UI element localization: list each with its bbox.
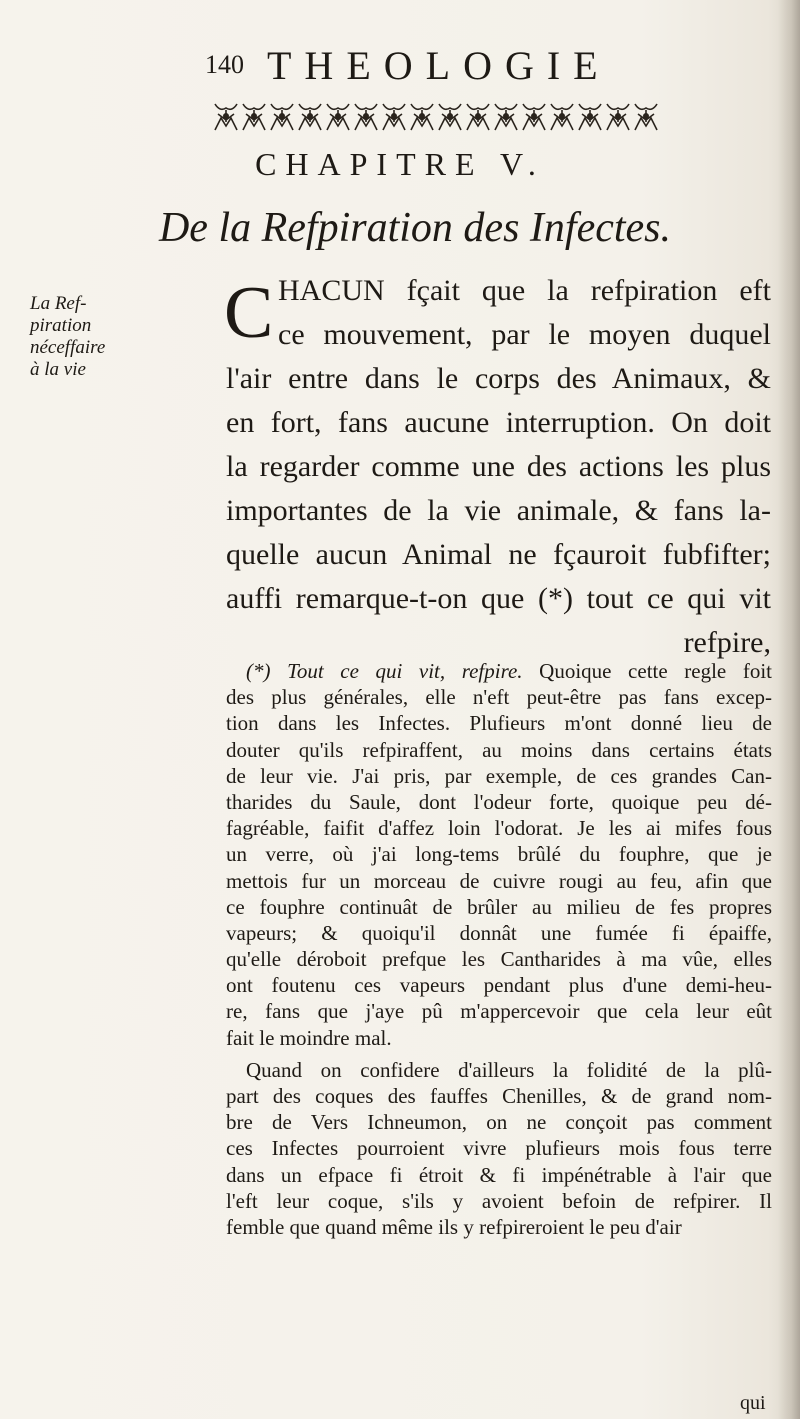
text-line: en fort, fans aucune interruption. On doit <box>226 406 771 439</box>
text-line: ce mouvement, par le moyen duquel <box>278 318 771 351</box>
fleuron-ornament <box>579 104 601 130</box>
fleuron-ornament <box>551 104 573 130</box>
footnote-line: Quand on confidere d'ailleurs la folidité de la plû- <box>246 1057 772 1082</box>
fleuron-ornament <box>243 104 265 130</box>
footnote-line: mettois fur un morceau de cuivre rougi au feu, afin que <box>226 868 772 893</box>
footnote-line: des plus générales, elle n'eft peut-être pas fans excep- <box>226 685 772 710</box>
fleuron-ornament <box>495 104 517 130</box>
fleuron-ornament <box>383 104 405 130</box>
footnote-line: ce fouphre continuât de brûler au milieu de fes propres <box>226 894 772 919</box>
fleuron-ornament <box>635 104 657 130</box>
fleuron-ornament <box>439 104 461 130</box>
fleuron-ornament <box>523 104 545 130</box>
text-line: quelle aucun Animal ne fçauroit fubfifter; <box>226 538 771 571</box>
footnote-line: ont foutenu ces vapeurs pendant plus d'une demi-heu- <box>226 973 772 998</box>
ornament-band <box>212 100 660 134</box>
chapter-title: CHAPITRE V. <box>255 146 545 182</box>
text-line: importantes de la vie animale, & fans la- <box>226 494 771 527</box>
margin-note <box>30 293 110 381</box>
footnote-text: Quoique cette regle foit <box>539 659 772 683</box>
text-line: la regarder comme une des actions les plus <box>226 450 771 483</box>
drop-initial: C <box>224 272 274 354</box>
footnote-line: femble que quand même ils y refpireroient le peu d'air <box>226 1214 682 1239</box>
page-number: 140 <box>205 50 244 79</box>
margin-note-line: La Ref- <box>30 293 87 314</box>
footnote-line: qu'elle déroboit prefque les Cantharides à ma vûe, elles <box>226 947 772 972</box>
catchword: qui <box>740 1392 766 1414</box>
footnote-line: douter qu'ils refpiraffent, au moins dans certains états <box>226 737 772 762</box>
footnote-line: un verre, où j'ai long-tems brûlé du fouphre, que je <box>226 842 772 867</box>
footnote-line: re, fans que j'aye pû m'appercevoir que cela leur eût <box>226 999 772 1024</box>
footnote-line: bre de Vers Ichneumon, on ne conçoit pas comment <box>226 1110 772 1135</box>
footnote-line: fagréable, faifit d'affez loin l'odorat. Je les ai mifes fous <box>226 816 772 841</box>
main-text <box>226 269 771 665</box>
text-line: refpire, <box>683 626 771 659</box>
fleuron-ornament <box>355 104 377 130</box>
fleuron-ornament <box>299 104 321 130</box>
chapter-subtitle: De la Refpiration des Infectes. <box>158 205 672 251</box>
footnote-line: part des coques des fauffes Chenilles, & de grand nom- <box>226 1084 772 1108</box>
footnote-line-first <box>226 658 772 684</box>
footnote-marker: (*) Tout ce qui vit, refpire. <box>246 659 523 683</box>
footnote-line: tion dans les Infectes. Plufieurs m'ont donné lieu de <box>226 711 772 736</box>
footnote-line: de leur vie. J'ai pris, par exemple, de ces grandes Can- <box>226 763 772 788</box>
footnote-line: fait le moindre mal. <box>226 1025 392 1050</box>
text-line: auffi remarque-t-on que (*) tout ce qui vit <box>226 582 771 615</box>
fleuron-ornament <box>215 104 237 130</box>
text-line: l'air entre dans le corps des Animaux, & <box>226 362 771 395</box>
fleuron-ornament <box>467 104 489 130</box>
running-title: THEOLOGIE <box>267 43 611 88</box>
text-line: HACUN fçait que la refpiration eft <box>278 274 771 307</box>
margin-note-line: piration <box>30 315 92 336</box>
margin-note-line: à la vie <box>30 359 86 380</box>
footnote-line: ces Infectes pourroient vivre plufieurs mois fous terre <box>226 1136 772 1161</box>
margin-note-line: néceffaire <box>30 337 106 358</box>
fleuron-ornament <box>607 104 629 130</box>
fleuron-ornament <box>327 104 349 130</box>
footnote-line: tharides du Saule, dont l'odeur forte, quoique peu dé- <box>226 789 772 814</box>
footnote <box>226 658 772 1240</box>
fleuron-ornament <box>411 104 433 130</box>
footnote-line: dans un efpace fi étroit & fi impénétrable à l'air que <box>226 1162 772 1187</box>
fleuron-ornament <box>271 104 293 130</box>
page-header <box>205 42 665 98</box>
footnote-line: vapeurs; & quoiqu'il donnât une fumée fi épaiffe, <box>226 920 772 945</box>
footnote-line: l'eft leur coque, s'ils y avoient befoin de refpirer. Il <box>226 1188 772 1213</box>
